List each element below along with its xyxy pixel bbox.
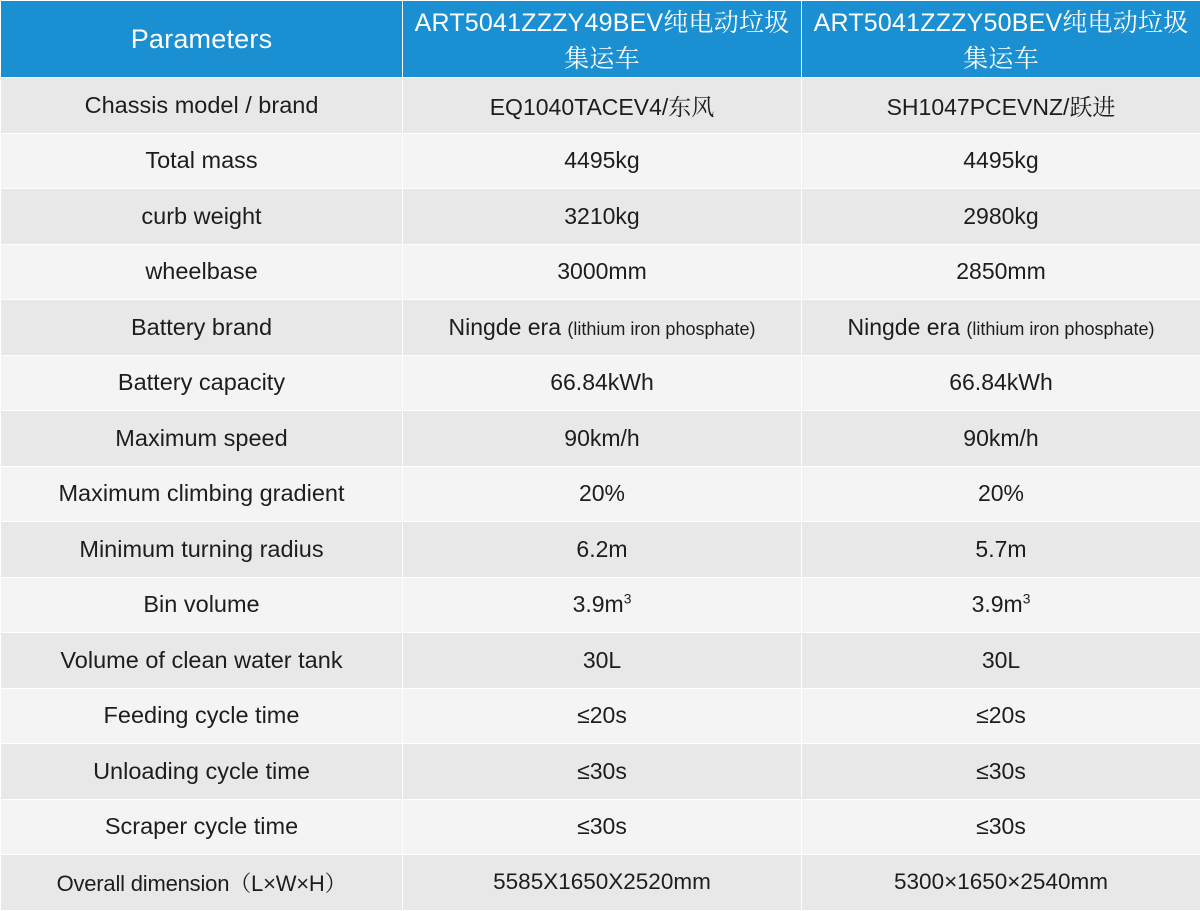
bin-volume-exponent: 3 <box>624 592 632 607</box>
row-label: Bin volume <box>1 577 403 633</box>
table-row <box>1 522 1200 578</box>
row-value-model-2: ≤20s <box>802 688 1200 744</box>
row-label: Chassis model / brand <box>1 78 403 134</box>
table-row <box>1 78 1200 134</box>
row-value-model-1: ≤30s <box>403 744 802 800</box>
row-label: Feeding cycle time <box>1 688 403 744</box>
header-model-2: ART5041ZZZY50BEV纯电动垃圾集运车 <box>802 1 1200 78</box>
bin-volume-value: 3.9m <box>972 591 1023 617</box>
table-body <box>1 78 1200 911</box>
table-row <box>1 577 1200 633</box>
row-value-model-2: 2850mm <box>802 244 1200 300</box>
table-row <box>1 300 1200 356</box>
row-value-model-1: 30L <box>403 633 802 689</box>
row-label: Scraper cycle time <box>1 799 403 855</box>
table-header <box>1 1 1200 78</box>
table-row <box>1 799 1200 855</box>
row-label: curb weight <box>1 189 403 245</box>
row-label: Maximum climbing gradient <box>1 466 403 522</box>
row-value-model-1: 6.2m <box>403 522 802 578</box>
row-value-model-1: 90km/h <box>403 411 802 467</box>
row-label: Battery brand <box>1 300 403 356</box>
table-row <box>1 355 1200 411</box>
row-value-model-1: 66.84kWh <box>403 355 802 411</box>
row-value-model-1: 5585X1650X2520mm <box>403 855 802 911</box>
table-row <box>1 855 1200 911</box>
table-row <box>1 133 1200 189</box>
row-label: Overall dimension（L×W×H） <box>1 855 403 911</box>
row-value-model-2: 90km/h <box>802 411 1200 467</box>
row-label: Volume of clean water tank <box>1 633 403 689</box>
table-row <box>1 466 1200 522</box>
row-value-model-2: SH1047PCEVNZ/跃进 <box>802 78 1200 134</box>
row-value-model-2: 5.7m <box>802 522 1200 578</box>
row-value-model-2: 20% <box>802 466 1200 522</box>
row-value-model-2: 4495kg <box>802 133 1200 189</box>
row-label: Maximum speed <box>1 411 403 467</box>
row-value-model-2: ≤30s <box>802 799 1200 855</box>
row-value-model-1 <box>403 577 802 633</box>
table-row <box>1 688 1200 744</box>
header-model-1: ART5041ZZZY49BEV纯电动垃圾集运车 <box>403 1 802 78</box>
header-row <box>1 1 1200 78</box>
table-row <box>1 244 1200 300</box>
table-row <box>1 411 1200 467</box>
row-value-model-2: 66.84kWh <box>802 355 1200 411</box>
row-value-model-2: 30L <box>802 633 1200 689</box>
row-value-model-1 <box>403 300 802 356</box>
row-value-model-2: 5300×1650×2540mm <box>802 855 1200 911</box>
table-row <box>1 189 1200 245</box>
row-value-model-2: 2980kg <box>802 189 1200 245</box>
row-value-model-1: ≤30s <box>403 799 802 855</box>
row-label: wheelbase <box>1 244 403 300</box>
header-parameters: Parameters <box>1 1 403 78</box>
row-label: Minimum turning radius <box>1 522 403 578</box>
table-row <box>1 633 1200 689</box>
row-value-model-2 <box>802 300 1200 356</box>
bin-volume-value: 3.9m <box>573 591 624 617</box>
row-value-model-2: ≤30s <box>802 744 1200 800</box>
row-value-model-1: 20% <box>403 466 802 522</box>
row-value-model-1: EQ1040TACEV4/东风 <box>403 78 802 134</box>
battery-brand-main: Ningde era <box>847 314 960 340</box>
row-value-model-1: 4495kg <box>403 133 802 189</box>
battery-brand-sub: (lithium iron phosphate) <box>966 319 1154 339</box>
row-value-model-1: 3210kg <box>403 189 802 245</box>
row-value-model-1: ≤20s <box>403 688 802 744</box>
row-label: Battery capacity <box>1 355 403 411</box>
battery-brand-sub: (lithium iron phosphate) <box>567 319 755 339</box>
row-value-model-1: 3000mm <box>403 244 802 300</box>
row-label: Unloading cycle time <box>1 744 403 800</box>
battery-brand-main: Ningde era <box>448 314 561 340</box>
row-label: Total mass <box>1 133 403 189</box>
row-value-model-2 <box>802 577 1200 633</box>
bin-volume-exponent: 3 <box>1023 592 1031 607</box>
table-row <box>1 744 1200 800</box>
